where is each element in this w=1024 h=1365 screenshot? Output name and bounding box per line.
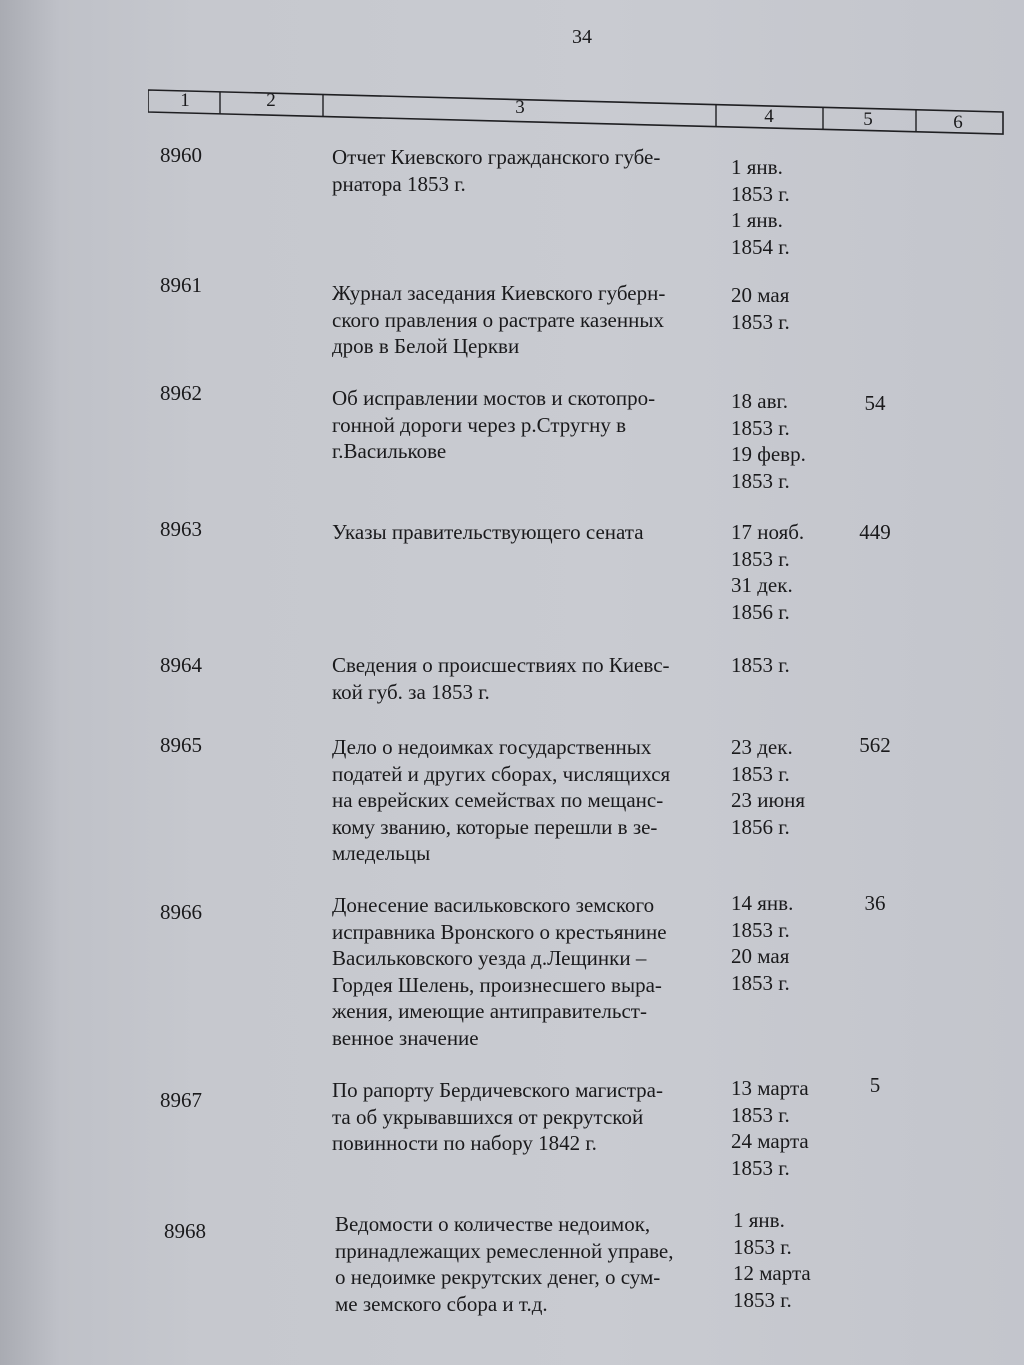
- date-line: 1854 г.: [731, 234, 790, 259]
- header-col-3: 3: [515, 97, 525, 118]
- date-line: 23 июня: [731, 788, 806, 812]
- date-line: 1853 г.: [733, 1287, 792, 1312]
- date-line: 1853 г.: [731, 181, 790, 206]
- date-line: 1853 г.: [731, 653, 790, 677]
- date-line: 1853 г.: [731, 468, 790, 493]
- record-title: Дело о недоимках государственных податей и других сборах, числящихся на еврейских семействах по мещанс- кому званию, которые перешли в зе- мледельцы: [332, 735, 671, 865]
- record-dates: [731, 734, 841, 840]
- header-col-5: 5: [863, 109, 873, 130]
- date-line: 1853 г.: [731, 917, 790, 942]
- record-title: Журнал заседания Киевского губерн- ского правления о растрате казенных дров в Белой Церкви: [332, 281, 666, 358]
- record-number: 8961: [160, 273, 202, 297]
- date-line: 23 дек.: [731, 735, 793, 759]
- date-line: 20 мая: [731, 944, 790, 968]
- record-title: Об исправлении мостов и скотопро- гонной дороги через р.Стругну в г.Василькове: [332, 386, 656, 463]
- date-line: 1853 г.: [733, 1234, 792, 1259]
- date-line: 1853 г.: [731, 415, 790, 440]
- date-line: 19 февр.: [731, 442, 806, 466]
- record-number: 8967: [160, 1088, 202, 1112]
- header-col-6: 6: [953, 112, 963, 133]
- record-number: 8962: [160, 381, 202, 405]
- date-line: 1 янв.: [733, 1208, 785, 1232]
- date-line: 1853 г.: [731, 546, 790, 571]
- record-title: Ведомости о количестве недоимок, принадлежащих ремесленной управе, о недоимке рекрутских денег, о сум- ме земского сбора и т.д.: [335, 1212, 674, 1316]
- record-title: По рапорту Бердичевского магистра- та об укрывавшихся от рекрутской повинности по набору 1842 г.: [332, 1078, 663, 1155]
- record-number: 8966: [160, 900, 202, 924]
- record-sheets: 562: [859, 733, 891, 757]
- date-line: 13 марта: [731, 1076, 809, 1100]
- record-dates: [731, 154, 841, 260]
- record-dates: [731, 652, 841, 679]
- record-number: 8964: [160, 653, 202, 677]
- record-sheets: 5: [869, 1073, 881, 1097]
- date-line: 1853 г.: [731, 1155, 790, 1180]
- record-dates: [731, 282, 841, 335]
- date-line: 14 янв.: [731, 891, 794, 915]
- record-dates: [731, 890, 841, 996]
- record-number: 8960: [160, 143, 202, 167]
- record-sheets: 36: [864, 891, 886, 915]
- record-title: Отчет Киевского гражданского губе- рнатора 1853 г.: [332, 145, 661, 196]
- date-line: 1853 г.: [731, 1102, 790, 1127]
- date-line: 1856 г.: [731, 814, 790, 839]
- date-line: 18 авг.: [731, 389, 788, 413]
- record-title: Сведения о происшествиях по Киевс- кой губ. за 1853 г.: [332, 653, 670, 704]
- date-line: 20 мая: [731, 283, 790, 307]
- date-line: 1 янв.: [731, 155, 783, 179]
- record-sheets: 54: [864, 391, 886, 415]
- date-line: 1 янв.: [731, 208, 783, 232]
- date-line: 31 дек.: [731, 573, 793, 597]
- record-sheets: 449: [859, 520, 891, 544]
- record-number: 8968: [164, 1219, 206, 1243]
- record-dates: [731, 519, 841, 625]
- date-line: 1853 г.: [731, 309, 790, 334]
- table-header: [148, 88, 1004, 134]
- record-number: 8963: [160, 517, 202, 541]
- header-col-1: 1: [180, 90, 190, 111]
- date-line: 1856 г.: [731, 599, 790, 624]
- record-dates: [731, 1075, 841, 1181]
- record-number: 8965: [160, 733, 202, 757]
- date-line: 12 марта: [733, 1261, 811, 1285]
- page-number: 34: [572, 26, 592, 48]
- header-col-2: 2: [266, 90, 276, 111]
- record-dates: [731, 388, 841, 494]
- date-line: 1853 г.: [731, 970, 790, 995]
- date-line: 17 нояб.: [731, 520, 805, 544]
- date-line: 24 марта: [731, 1129, 809, 1153]
- header-col-4: 4: [764, 106, 774, 127]
- record-title: Донесение васильковского земского исправника Вронского о крестьянине Васильковского уезда д.Лещинки – Гордея Шелень, произнесшего выра- жения, имеющие антиправительст- венное значение: [332, 893, 667, 1050]
- record-title: Указы правительствующего сената: [332, 520, 644, 544]
- record-dates: [733, 1207, 843, 1313]
- date-line: 1853 г.: [731, 761, 790, 786]
